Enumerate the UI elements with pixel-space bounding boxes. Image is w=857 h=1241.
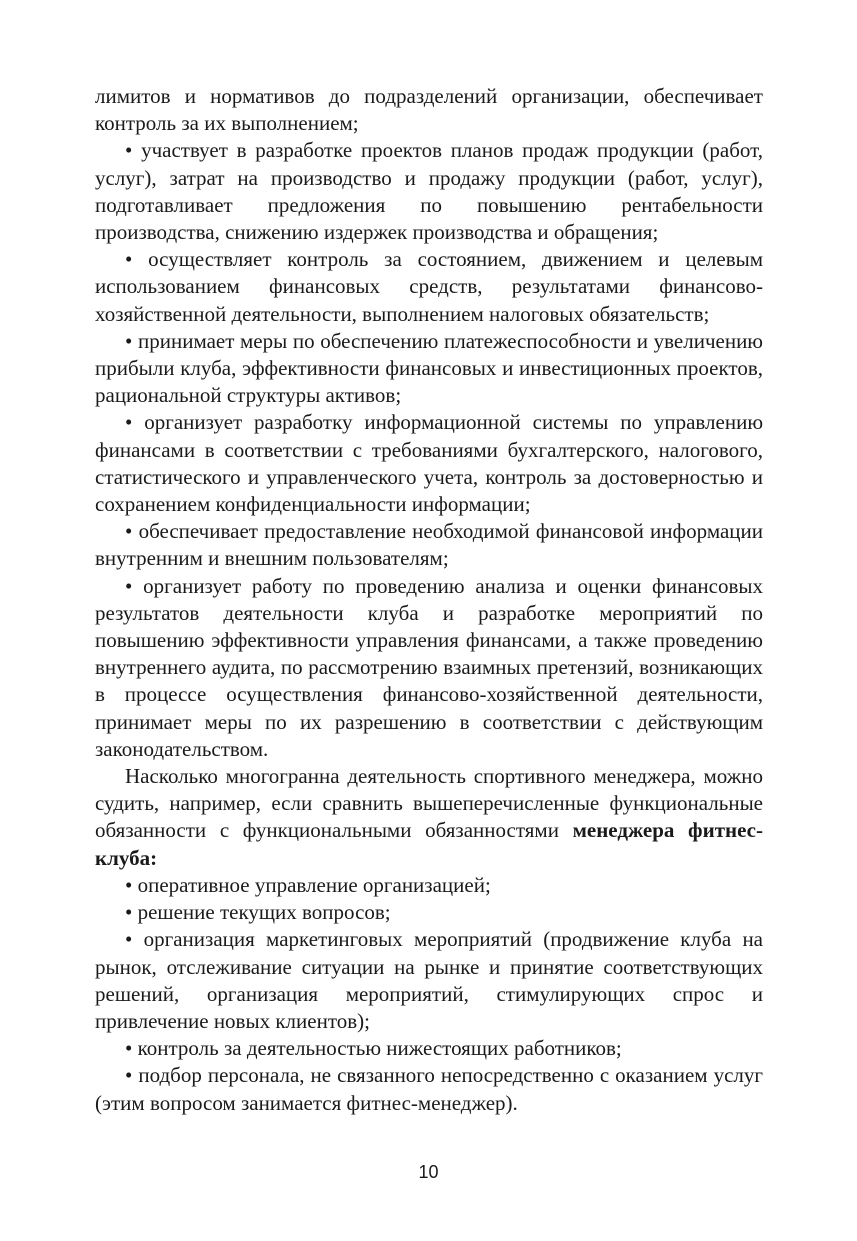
list-item xyxy=(95,573,763,763)
list-item-text: организация маркетинговых мероприятий (продвижение клуба на рынок, отслеживание ситуации на рынке и принятие соответствующих решений, организация мероприятий, стимулирующих спрос и привлечение новых клиентов); xyxy=(95,927,763,1033)
bullet-icon: • xyxy=(125,900,133,925)
bullet-icon: • xyxy=(125,519,133,544)
list-item-text: участвует в разработке проектов планов продаж продукции (работ, услуг), затрат на производство и продажу продукции (работ, услуг), подготавливает предложения по повышению рентабельности производства, снижению издержек производства и обращения; xyxy=(95,138,763,245)
list-item-text: оперативное управление организацией; xyxy=(137,872,491,897)
list-item xyxy=(95,328,763,410)
bullet-icon: • xyxy=(125,410,133,435)
page-number: 10 xyxy=(418,1162,439,1182)
list-item xyxy=(95,872,763,899)
bullet-icon: • xyxy=(125,872,133,897)
list-item xyxy=(95,518,763,572)
list-item-text: решение текущих вопросов; xyxy=(137,900,391,925)
list-item xyxy=(95,1062,763,1116)
list-item-text: организует разработку информационной системы по управлению финансами в соответствии с требованиями бухгалтерского, налогового, статистического и управленческого учета, контроль за достоверностью и сохранением конфиденциальности информации; xyxy=(95,410,764,517)
bullet-icon: • xyxy=(125,1036,133,1061)
bullet-icon: • xyxy=(125,328,133,353)
list-item xyxy=(95,1035,763,1062)
list-item xyxy=(95,899,763,926)
bullet-icon: • xyxy=(125,1063,133,1088)
list-item-text: осуществляет контроль за состоянием, движением и целевым использованием финансовых средств, результатами финансово-хозяйственной деятельности, выполнением налоговых обязательств; xyxy=(95,247,764,326)
list-item-text: контроль за деятельностью нижестоящих работников; xyxy=(137,1036,622,1061)
page-body xyxy=(95,83,763,1117)
bullet-icon: • xyxy=(125,573,133,598)
list-item-text: организует работу по проведению анализа и оценки финансовых результатов деятельности клуба и разработке мероприятий по повышению эффективности управления финансами, а также проведению внутреннего аудита, по рассмотрению взаимных претензий, возникающих в процессе осуществления финансово-хозяйственной деятельности, принимает меры по их разрешению в соответствии с действующим законодательством. xyxy=(95,573,764,761)
bullet-icon: • xyxy=(125,247,133,272)
list-item xyxy=(95,409,763,518)
list-item-text: принимает меры по обеспечению платежеспособности и увеличению прибыли клуба, эффективности финансовых и инвестиционных проектов, рациональной структуры активов; xyxy=(95,328,763,408)
list-item xyxy=(95,246,763,328)
list-item-text: подбор персонала, не связанного непосредственно с оказанием услуг (этим вопросом занимается фитнес-менеджер). xyxy=(95,1063,763,1115)
list-item xyxy=(95,137,763,246)
list-item-text: обеспечивает предоставление необходимой финансовой информации внутренним и внешним пользователям; xyxy=(95,519,764,571)
list-item xyxy=(95,926,763,1035)
bullet-icon: • xyxy=(125,927,133,952)
intro-bold-text: менеджера фитнес-клуба: xyxy=(95,818,763,870)
continuation-paragraph: лимитов и нормативов до подразделений организации, обеспечивает контроль за их выполнением; xyxy=(95,84,763,136)
bullet-icon: • xyxy=(125,138,133,163)
intro-paragraph xyxy=(95,763,763,872)
intro-text: Насколько многогранна деятельность спортивного менеджера, можно судить, например, если сравнить вышеперечисленные функциональные обязанности с функциональными обязанностями xyxy=(95,764,763,843)
